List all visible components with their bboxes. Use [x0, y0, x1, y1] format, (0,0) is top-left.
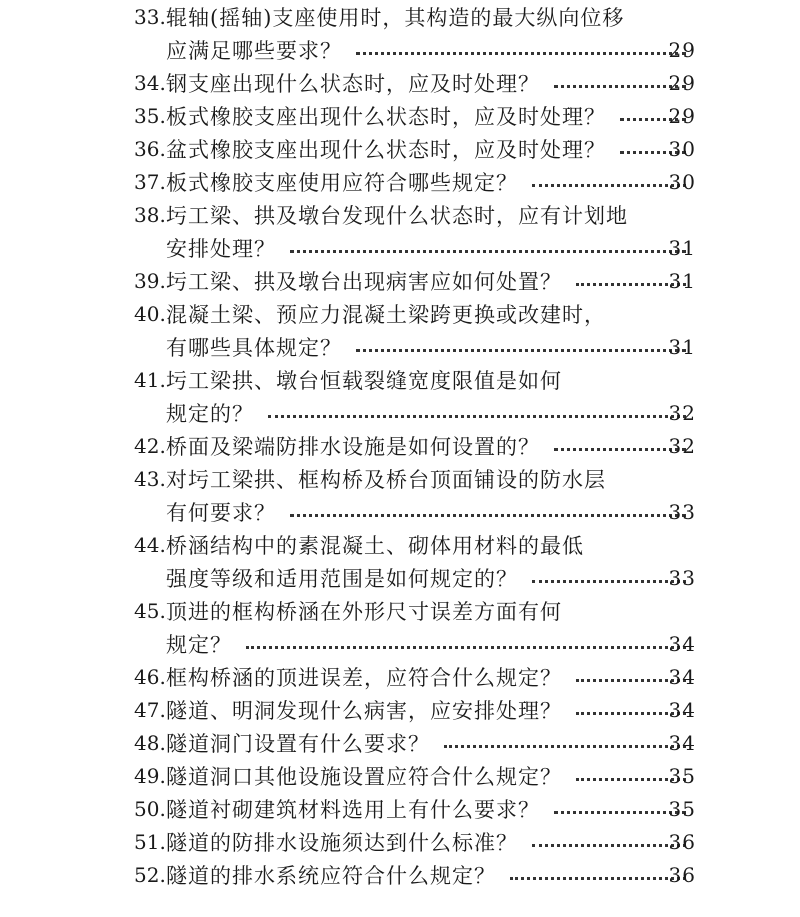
entry-number: 52.	[134, 862, 166, 887]
entry-number: 33.	[134, 4, 166, 29]
toc-entry[interactable]	[0, 693, 800, 726]
entry-title: 隧道的防排水设施须达到什么标准？	[166, 830, 518, 855]
toc-entry[interactable]	[0, 0, 800, 66]
entry-title-line1: 辊轴(摇轴)支座使用时，其构造的最大纵向位移	[166, 5, 625, 30]
toc-entry[interactable]	[0, 363, 800, 429]
entry-title: 隧道、明洞发现什么病害，应安排处理？	[166, 698, 562, 723]
dot-leader	[356, 52, 686, 55]
toc-entry[interactable]	[0, 462, 800, 528]
dot-leader	[444, 745, 686, 748]
page-number: 31	[668, 268, 696, 293]
toc-entry[interactable]	[0, 66, 800, 99]
toc-entry[interactable]	[0, 759, 800, 792]
toc-entry[interactable]	[0, 165, 800, 198]
entry-title-line2: 规定的？	[166, 401, 254, 426]
entry-title-line1: 顶进的框构桥涵在外形尺寸误差方面有何	[166, 599, 562, 624]
page-number: 34	[668, 631, 696, 656]
entry-number: 41.	[134, 367, 166, 392]
page-number: 29	[668, 37, 696, 62]
page-number: 35	[668, 763, 696, 788]
dot-leader	[268, 415, 686, 418]
entry-number: 45.	[134, 598, 166, 623]
toc-entry[interactable]	[0, 594, 800, 660]
entry-number: 34.	[134, 70, 166, 95]
entry-title: 隧道衬砌建筑材料选用上有什么要求？	[166, 797, 540, 822]
entry-title: 板式橡胶支座使用应符合哪些规定？	[166, 170, 518, 195]
entry-title-line2: 有哪些具体规定？	[166, 335, 342, 360]
toc-entry[interactable]	[0, 297, 800, 363]
entry-number: 39.	[134, 268, 166, 293]
page-number: 29	[668, 103, 696, 128]
dot-leader	[290, 250, 686, 253]
page-number: 35	[668, 796, 696, 821]
entry-title-line2: 强度等级和适用范围是如何规定的？	[166, 566, 518, 591]
entry-title-line1: 圬工梁拱、墩台恒载裂缝宽度限值是如何	[166, 368, 562, 393]
page-number: 30	[668, 169, 696, 194]
entry-number: 43.	[134, 466, 166, 491]
entry-title: 盆式橡胶支座出现什么状态时，应及时处理？	[166, 137, 606, 162]
page-number: 31	[668, 235, 696, 260]
dot-leader	[290, 514, 686, 517]
entry-title-line2: 安排处理？	[166, 236, 276, 261]
dot-leader	[356, 349, 686, 352]
entry-title-line2: 有何要求？	[166, 500, 276, 525]
entry-number: 37.	[134, 169, 166, 194]
entry-title: 框构桥涵的顶进误差，应符合什么规定？	[166, 665, 562, 690]
entry-number: 42.	[134, 433, 166, 458]
toc-entry[interactable]	[0, 726, 800, 759]
entry-title: 板式橡胶支座出现什么状态时，应及时处理？	[166, 104, 606, 129]
page-number: 32	[668, 433, 696, 458]
entry-number: 50.	[134, 796, 166, 821]
entry-title-line1: 混凝土梁、预应力混凝土梁跨更换或改建时，	[166, 302, 606, 327]
page-number: 36	[668, 862, 696, 887]
toc-entry[interactable]	[0, 264, 800, 297]
toc-entry[interactable]	[0, 792, 800, 825]
entry-number: 49.	[134, 763, 166, 788]
entry-title: 圬工梁、拱及墩台出现病害应如何处置？	[166, 269, 562, 294]
entry-title: 桥面及梁端防排水设施是如何设置的？	[166, 434, 540, 459]
page-number: 36	[668, 829, 696, 854]
entry-title-line2: 应满足哪些要求？	[166, 38, 342, 63]
toc-entry[interactable]	[0, 660, 800, 693]
entry-title-line1: 圬工梁、拱及墩台发现什么状态时，应有计划地	[166, 203, 628, 228]
entry-title-line1: 桥涵结构中的素混凝土、砌体用材料的最低	[166, 533, 584, 558]
entry-title-line2: 规定？	[166, 632, 232, 657]
entry-title: 钢支座出现什么状态时，应及时处理？	[166, 71, 540, 96]
entry-number: 51.	[134, 829, 166, 854]
entry-title: 隧道洞门设置有什么要求？	[166, 731, 430, 756]
toc-entry[interactable]	[0, 132, 800, 165]
page-number: 34	[668, 730, 696, 755]
toc-entry[interactable]	[0, 528, 800, 594]
page-number: 33	[668, 565, 696, 590]
page-number: 32	[668, 400, 696, 425]
page-number: 34	[668, 697, 696, 722]
entry-title: 隧道的排水系统应符合什么规定？	[166, 863, 496, 888]
toc-entry[interactable]	[0, 825, 800, 858]
entry-number: 47.	[134, 697, 166, 722]
page-number: 34	[668, 664, 696, 689]
page-number: 31	[668, 334, 696, 359]
toc-entry[interactable]	[0, 99, 800, 132]
page-number: 29	[668, 70, 696, 95]
entry-number: 48.	[134, 730, 166, 755]
toc-entry[interactable]	[0, 198, 800, 264]
entry-number: 44.	[134, 532, 166, 557]
entry-number: 40.	[134, 301, 166, 326]
page-number: 30	[668, 136, 696, 161]
entry-number: 36.	[134, 136, 166, 161]
entry-number: 46.	[134, 664, 166, 689]
entry-number: 35.	[134, 103, 166, 128]
page-number: 33	[668, 499, 696, 524]
toc-entry[interactable]	[0, 429, 800, 462]
entry-number: 38.	[134, 202, 166, 227]
toc-entry[interactable]	[0, 858, 800, 891]
entry-title: 隧道洞口其他设施设置应符合什么规定？	[166, 764, 562, 789]
dot-leader	[246, 646, 686, 649]
entry-title-line1: 对圬工梁拱、框构桥及桥台顶面铺设的防水层	[166, 467, 606, 492]
